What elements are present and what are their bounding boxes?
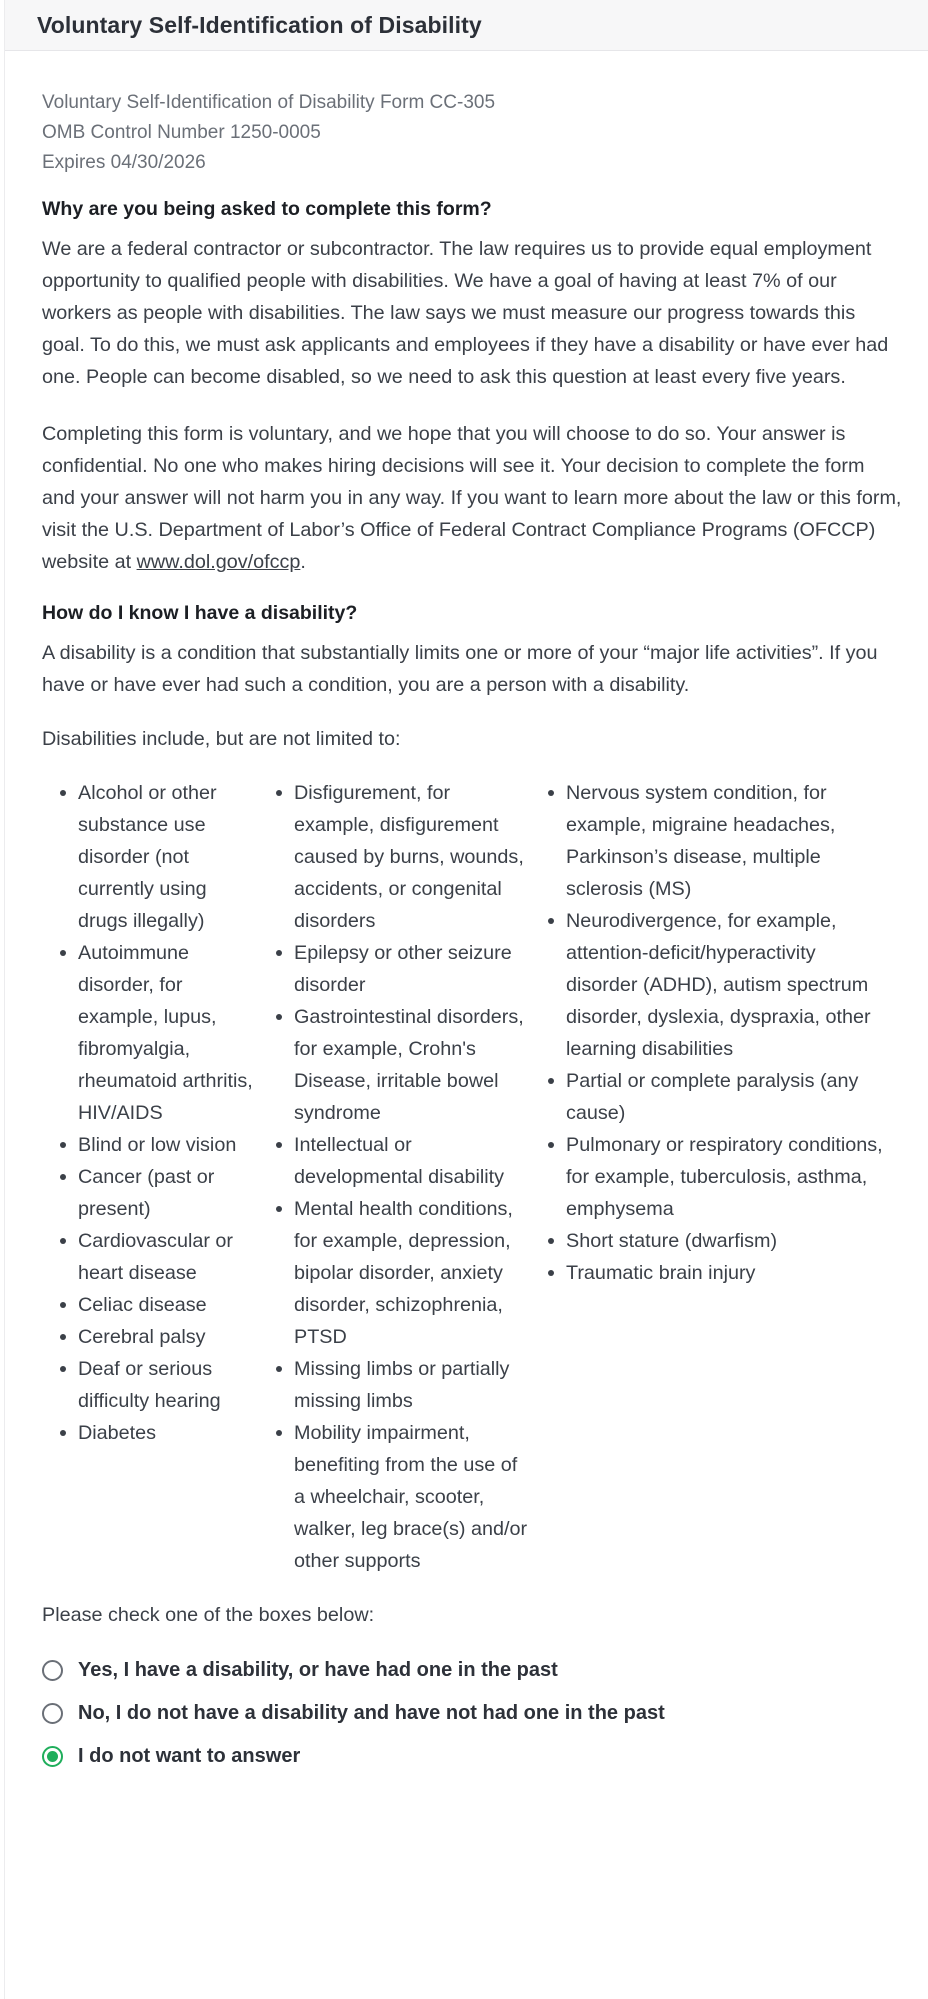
- form-name: Voluntary Self-Identification of Disability Form CC-305: [42, 92, 496, 113]
- list-item: Deaf or serious difficulty hearing: [78, 1353, 258, 1417]
- list-item: Autoimmune disorder, for example, lupus, fibromyalgia, rheumatoid arthritis, HIV/AIDS: [78, 937, 258, 1129]
- list-item: Epilepsy or other seizure disorder: [294, 937, 530, 1001]
- how-section: [42, 602, 902, 1577]
- list-item: Traumatic brain injury: [566, 1257, 890, 1289]
- why-section: [42, 198, 902, 578]
- list-item: Short stature (dwarfism): [566, 1225, 890, 1257]
- list-item: Pulmonary or respiratory conditions, for example, tuberculosis, asthma, emphysema: [566, 1129, 890, 1225]
- form-panel: [4, 0, 928, 1999]
- list-item: Celiac disease: [78, 1289, 258, 1321]
- radio-yes[interactable]: [42, 1660, 63, 1681]
- disability-radio-group: [42, 1649, 902, 1778]
- option-no[interactable]: [42, 1692, 902, 1735]
- disability-column-1: [42, 777, 258, 1577]
- list-item: Neurodivergence, for example, attention-deficit/hyperactivity disorder (ADHD), autism spectrum disorder, dyslexia, dyspraxia, other learning disabilities: [566, 905, 890, 1065]
- option-no-answer-label[interactable]: I do not want to answer: [78, 1745, 301, 1767]
- disability-list: [42, 777, 902, 1577]
- how-paragraph: A disability is a condition that substantially limits one or more of your “major life activities”. If you have or have ever had such a condition, you are a person with a disability.: [42, 642, 878, 696]
- list-item: Cancer (past or present): [78, 1161, 258, 1225]
- form-header: [5, 0, 928, 51]
- list-item: Blind or low vision: [78, 1129, 258, 1161]
- list-item: Diabetes: [78, 1417, 258, 1449]
- why-paragraph-2-text: Completing this form is voluntary, and we hope that you will choose to do so. Your answer is confidential. No one who makes hiring decisions will see it. Your decision to complete the form and your answer will not harm you in any way. If you want to learn more about the law or this form, visit the U.S. Department of Labor’s Office of Federal Contract Compliance Programs (OFCCP) website at: [42, 423, 902, 573]
- why-paragraph-2: [42, 418, 902, 578]
- list-item: Alcohol or other substance use disorder (not currently using drugs illegally): [78, 777, 258, 937]
- check-prompt: Please check one of the boxes below:: [42, 1604, 375, 1626]
- list-item: Cardiovascular or heart disease: [78, 1225, 258, 1289]
- ofccp-link[interactable]: www.dol.gov/ofccp: [136, 551, 301, 573]
- form-meta: [42, 88, 902, 178]
- why-paragraph-2-end: .: [300, 551, 306, 573]
- list-item: Mobility impairment, benefiting from the use of a wheelchair, scooter, walker, leg brace(s) and/or other supports: [294, 1417, 530, 1577]
- page-title: Voluntary Self-Identification of Disability: [37, 11, 482, 38]
- form-content: [42, 88, 902, 1778]
- disability-column-2: [258, 777, 530, 1577]
- disability-column-3: [530, 777, 890, 1577]
- option-yes-label[interactable]: Yes, I have a disability, or have had one in the past: [78, 1659, 558, 1681]
- option-yes[interactable]: [42, 1649, 902, 1692]
- why-heading: Why are you being asked to complete this form?: [42, 198, 492, 220]
- how-heading: How do I know I have a disability?: [42, 602, 358, 624]
- option-no-answer[interactable]: [42, 1735, 902, 1778]
- list-item: Disfigurement, for example, disfigurement caused by burns, wounds, accidents, or congenital disorders: [294, 777, 530, 937]
- list-item: Cerebral palsy: [78, 1321, 258, 1353]
- list-item: Intellectual or developmental disability: [294, 1129, 530, 1193]
- list-item: Gastrointestinal disorders, for example, Crohn's Disease, irritable bowel syndrome: [294, 1001, 530, 1129]
- expiration-date: Expires 04/30/2026: [42, 152, 206, 173]
- radio-no-answer[interactable]: [42, 1746, 63, 1767]
- disabilities-intro: Disabilities include, but are not limited to:: [42, 728, 401, 750]
- list-item: Mental health conditions, for example, depression, bipolar disorder, anxiety disorder, schizophrenia, PTSD: [294, 1193, 530, 1353]
- list-item: Missing limbs or partially missing limbs: [294, 1353, 530, 1417]
- omb-control-number: OMB Control Number 1250-0005: [42, 122, 321, 143]
- option-no-label[interactable]: No, I do not have a disability and have not had one in the past: [78, 1702, 665, 1724]
- why-paragraph-1: We are a federal contractor or subcontractor. The law requires us to provide equal employment opportunity to qualified people with disabilities. We have a goal of having at least 7% of our workers as people with disabilities. The law says we must measure our progress towards this goal. To do this, we must ask applicants and employees if they have a disability or have ever had one. People can become disabled, so we need to ask this question at least every five years.: [42, 238, 889, 388]
- radio-no[interactable]: [42, 1703, 63, 1724]
- list-item: Partial or complete paralysis (any cause): [566, 1065, 890, 1129]
- list-item: Nervous system condition, for example, migraine headaches, Parkinson’s disease, multiple sclerosis (MS): [566, 777, 890, 905]
